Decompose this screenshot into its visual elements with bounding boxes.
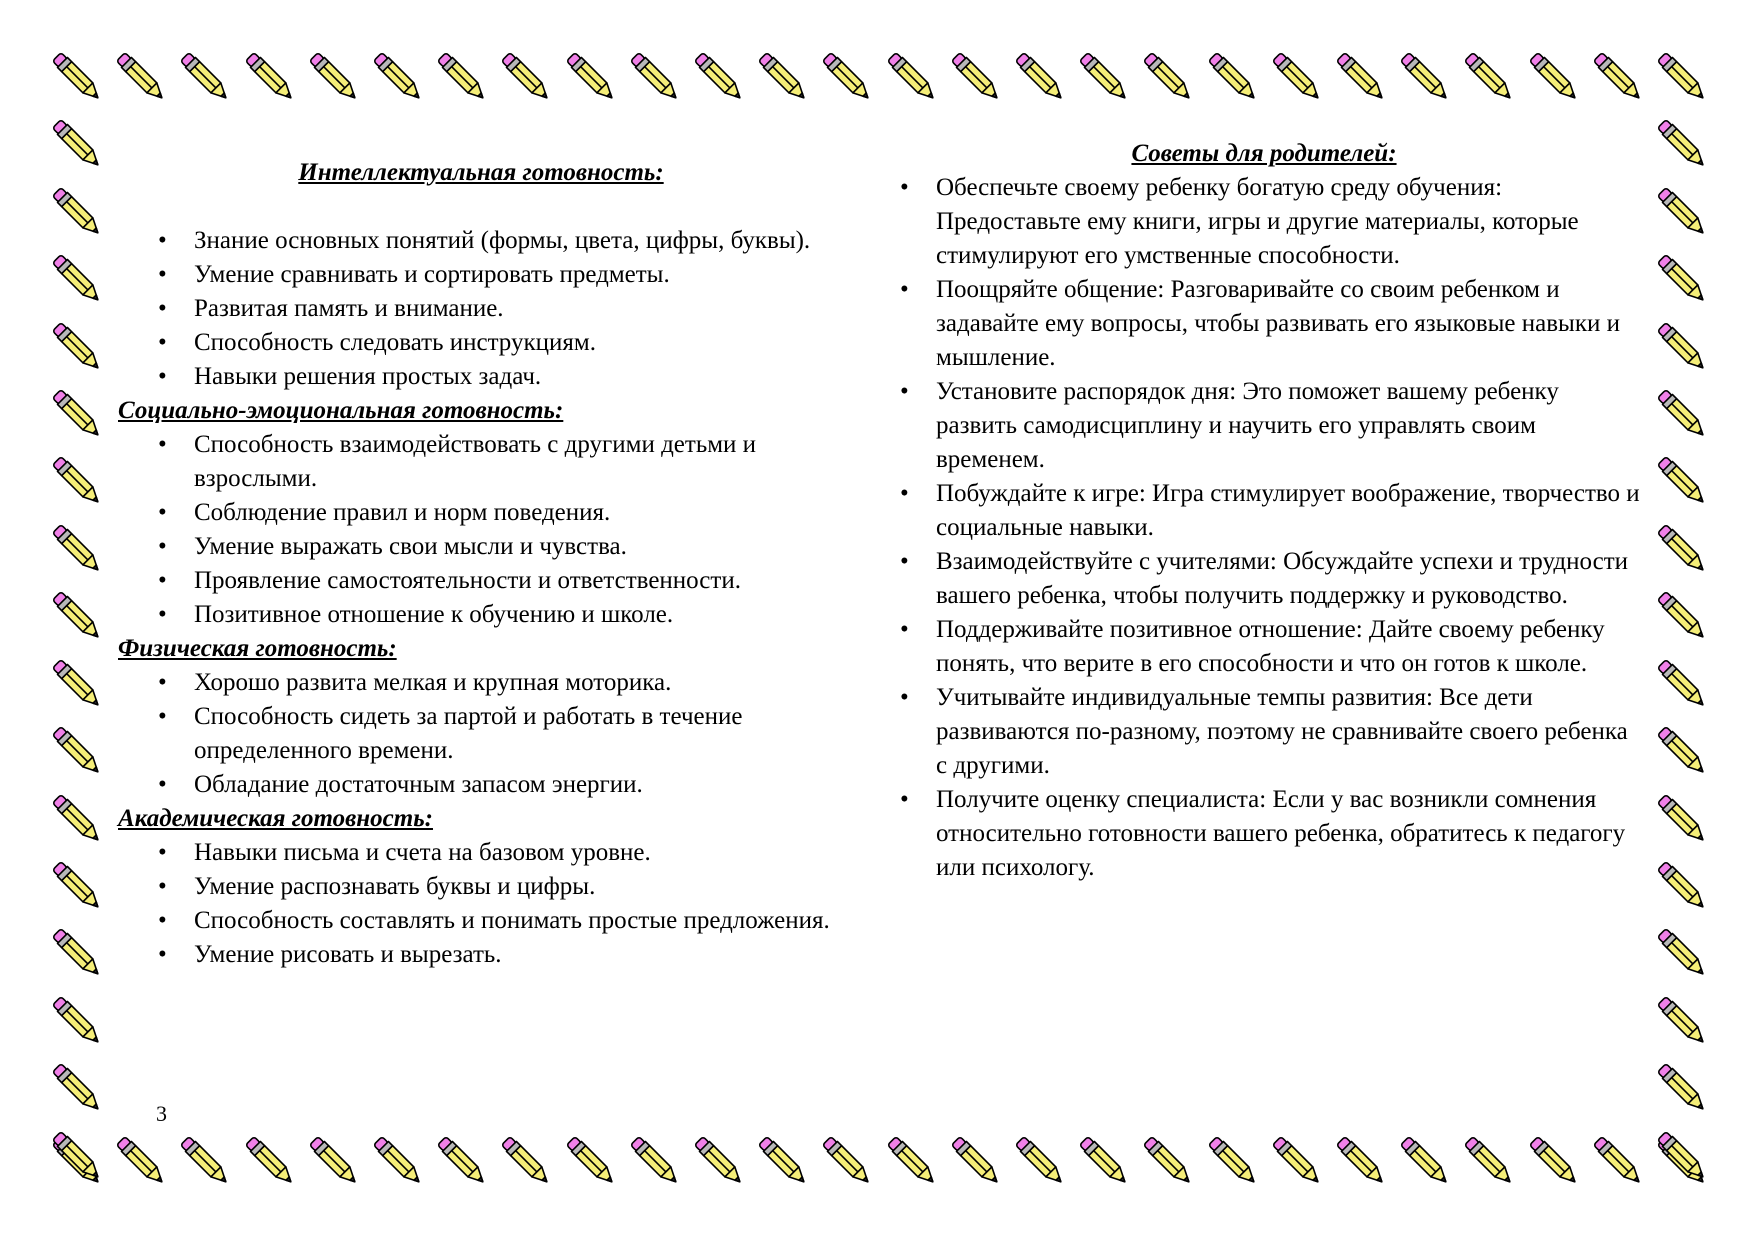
pencil-icon bbox=[1651, 383, 1715, 447]
pencil-icon bbox=[624, 1130, 688, 1194]
pencil-icon bbox=[1651, 113, 1715, 177]
pencil-icon bbox=[1266, 1130, 1330, 1194]
pencil-icon bbox=[1458, 46, 1522, 110]
pencil-icon bbox=[1651, 990, 1715, 1054]
tips-heading: Советы для родителей: bbox=[1131, 140, 1397, 167]
pencil-icon bbox=[46, 990, 110, 1054]
pencil-icon bbox=[431, 1130, 495, 1194]
pencil-icon bbox=[560, 1130, 624, 1194]
list-item: • Умение выражать свои мысли и чувства. bbox=[194, 530, 844, 564]
pencil-icon bbox=[881, 46, 945, 110]
list-item: • Способность следовать инструкциям. bbox=[194, 326, 844, 360]
pencil-icon bbox=[945, 1130, 1009, 1194]
list-item: • Проявление самостоятельности и ответственности. bbox=[194, 564, 844, 598]
section-heading-social: Социально-эмоциональная готовность: bbox=[118, 397, 564, 424]
list-item: • Побуждайте к игре: Игра стимулирует воображение, творчество и социальные навыки. bbox=[936, 477, 1640, 545]
list-item: • Способность сидеть за партой и работать в течение определенного времени. bbox=[194, 700, 844, 768]
pencil-icon bbox=[174, 46, 238, 110]
parent-tips-column bbox=[888, 137, 1640, 885]
list-item: • Умение рисовать и вырезать. bbox=[194, 938, 844, 972]
pencil-icon bbox=[752, 46, 816, 110]
pencil-icon bbox=[1651, 585, 1715, 649]
pencil-icon bbox=[1651, 855, 1715, 919]
pencil-icon bbox=[1202, 46, 1266, 110]
pencil-icon bbox=[1266, 46, 1330, 110]
pencil-icon bbox=[1651, 181, 1715, 245]
list-item: • Способность взаимодействовать с другими детьми и взрослыми. bbox=[194, 428, 844, 496]
pencil-icon bbox=[816, 46, 880, 110]
list-item: • Навыки решения простых задач. bbox=[194, 360, 844, 394]
pencil-icon bbox=[46, 46, 110, 110]
pencil-icon bbox=[945, 46, 1009, 110]
pencil-icon bbox=[1651, 518, 1715, 582]
pencil-icon bbox=[1394, 46, 1458, 110]
pencil-icon bbox=[110, 46, 174, 110]
pencil-icon bbox=[46, 316, 110, 380]
pencil-icon bbox=[1330, 1130, 1394, 1194]
pencil-icon bbox=[1073, 46, 1137, 110]
pencil-icon bbox=[1651, 248, 1715, 312]
pencil-icon bbox=[1651, 720, 1715, 784]
pencil-icon bbox=[752, 1130, 816, 1194]
pencil-icon bbox=[46, 720, 110, 784]
pencil-icon bbox=[1651, 922, 1715, 986]
list-intellectual bbox=[194, 224, 844, 394]
list-item: • Знание основных понятий (формы, цвета, цифры, буквы). bbox=[194, 224, 844, 258]
list-item: • Хорошо развита мелкая и крупная моторика. bbox=[194, 666, 844, 700]
pencil-icon bbox=[46, 181, 110, 245]
list-item: • Позитивное отношение к обучению и школе. bbox=[194, 598, 844, 632]
pencil-icon bbox=[46, 518, 110, 582]
section-heading-academic: Академическая готовность: bbox=[118, 805, 433, 832]
pencil-icon bbox=[303, 46, 367, 110]
pencil-icon bbox=[1651, 1057, 1715, 1121]
pencil-icon bbox=[816, 1130, 880, 1194]
pencil-icon bbox=[46, 248, 110, 312]
pencil-icon bbox=[1523, 46, 1587, 110]
list-item: • Взаимодействуйте с учителями: Обсуждайте успехи и трудности вашего ребенка, чтобы получить поддержку и руководство. bbox=[936, 545, 1640, 613]
pencil-icon bbox=[1651, 316, 1715, 380]
list-item: • Учитывайте индивидуальные темпы развития: Все дети развиваются по-разному, поэтому не сравнивайте своего ребенка с другими. bbox=[936, 681, 1640, 783]
pencil-icon bbox=[46, 450, 110, 514]
pencil-icon bbox=[46, 1125, 110, 1189]
pencil-icon bbox=[46, 788, 110, 852]
pencil-icon bbox=[688, 46, 752, 110]
pencil-icon bbox=[1651, 1125, 1715, 1189]
pencil-icon bbox=[110, 1130, 174, 1194]
pencil-icon bbox=[1587, 1130, 1651, 1194]
pencil-icon bbox=[1651, 788, 1715, 852]
pencil-icon bbox=[239, 1130, 303, 1194]
section-heading-physical: Физическая готовность: bbox=[118, 635, 397, 662]
page-number: 3 bbox=[156, 1101, 167, 1126]
pencil-icon bbox=[239, 46, 303, 110]
pencil-icon bbox=[174, 1130, 238, 1194]
pencil-icon bbox=[1651, 653, 1715, 717]
list-item: • Развитая память и внимание. bbox=[194, 292, 844, 326]
pencil-icon bbox=[1458, 1130, 1522, 1194]
pencil-icon bbox=[1587, 46, 1651, 110]
pencil-icon bbox=[1651, 450, 1715, 514]
list-academic bbox=[194, 836, 844, 972]
list-item: • Поддерживайте позитивное отношение: Дайте своему ребенку понять, что верите в его способности и что он готов к школе. bbox=[936, 613, 1640, 681]
pencil-icon bbox=[624, 46, 688, 110]
list-item: • Способность составлять и понимать простые предложения. bbox=[194, 904, 844, 938]
pencil-icon bbox=[1523, 1130, 1587, 1194]
list-item: • Поощряйте общение: Разговаривайте со своим ребенком и задавайте ему вопросы, чтобы развивать его языковые навыки и мышление. bbox=[936, 273, 1640, 375]
pencil-icon bbox=[303, 1130, 367, 1194]
pencil-icon bbox=[46, 855, 110, 919]
pencil-icon bbox=[46, 585, 110, 649]
pencil-icon bbox=[881, 1130, 945, 1194]
pencil-icon bbox=[46, 383, 110, 447]
pencil-icon bbox=[560, 46, 624, 110]
readiness-column bbox=[118, 156, 844, 972]
pencil-icon bbox=[1394, 1130, 1458, 1194]
pencil-icon bbox=[367, 1130, 431, 1194]
list-item: • Умение распознавать буквы и цифры. bbox=[194, 870, 844, 904]
pencil-icon bbox=[46, 113, 110, 177]
pencil-icon bbox=[46, 922, 110, 986]
list-item: • Получите оценку специалиста: Если у вас возникли сомнения относительно готовности вашего ребенка, обратитесь к педагогу или психологу. bbox=[936, 783, 1640, 885]
pencil-icon bbox=[1009, 1130, 1073, 1194]
list-physical bbox=[194, 666, 844, 802]
list-item: • Установите распорядок дня: Это поможет вашему ребенку развить самодисциплину и научить его управлять своим временем. bbox=[936, 375, 1640, 477]
pencil-icon bbox=[1073, 1130, 1137, 1194]
pencil-icon bbox=[431, 46, 495, 110]
tips-list bbox=[936, 171, 1640, 885]
pencil-icon bbox=[367, 46, 431, 110]
section-heading-intellectual: Интеллектуальная готовность: bbox=[298, 159, 664, 186]
pencil-icon bbox=[1009, 46, 1073, 110]
pencil-icon bbox=[1330, 46, 1394, 110]
pencil-icon bbox=[1137, 1130, 1201, 1194]
list-item: • Навыки письма и счета на базовом уровне. bbox=[194, 836, 844, 870]
pencil-icon bbox=[495, 46, 559, 110]
list-item: • Обеспечьте своему ребенку богатую среду обучения: Предоставьте ему книги, игры и другие материалы, которые стимулируют его умственные способности. bbox=[936, 171, 1640, 273]
pencil-icon bbox=[495, 1130, 559, 1194]
pencil-icon bbox=[1137, 46, 1201, 110]
pencil-icon bbox=[46, 653, 110, 717]
list-item: • Соблюдение правил и норм поведения. bbox=[194, 496, 844, 530]
pencil-icon bbox=[46, 1057, 110, 1121]
list-social bbox=[194, 428, 844, 632]
pencil-icon bbox=[1651, 46, 1715, 110]
pencil-icon bbox=[1202, 1130, 1266, 1194]
list-item: • Обладание достаточным запасом энергии. bbox=[194, 768, 844, 802]
pencil-icon bbox=[688, 1130, 752, 1194]
list-item: • Умение сравнивать и сортировать предметы. bbox=[194, 258, 844, 292]
